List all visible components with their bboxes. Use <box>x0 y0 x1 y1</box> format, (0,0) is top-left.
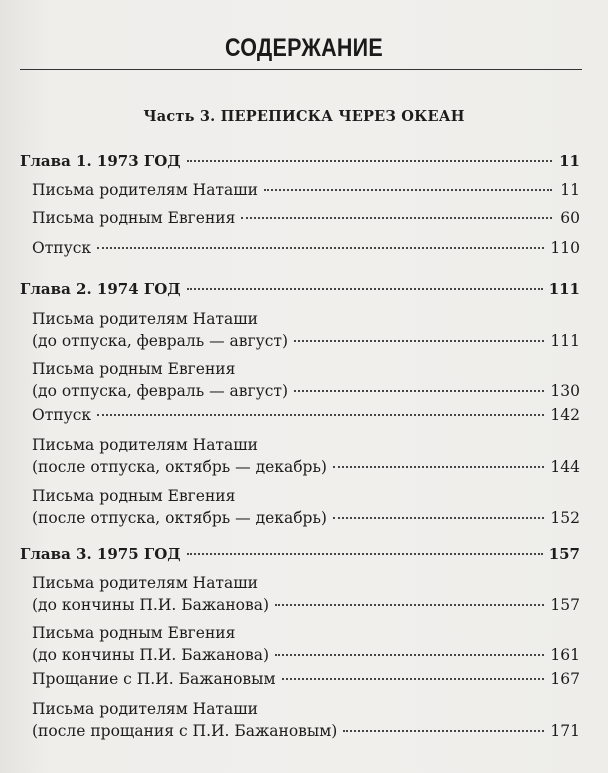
toc-entry <box>32 179 580 201</box>
dot-leader <box>275 604 544 606</box>
dot-leader <box>343 730 544 732</box>
toc-entry-subtitle: (до кончины П.И. Бажанова) <box>32 646 269 664</box>
toc-entry-row <box>32 380 580 402</box>
toc-entry <box>32 358 580 402</box>
toc-entry-row <box>32 237 580 259</box>
toc-entry-title: Отпуск <box>32 239 92 257</box>
part-title: Часть 3. ПЕРЕПИСКА ЧЕРЕЗ ОКЕАН <box>143 108 465 125</box>
page-number: 111 <box>548 280 580 298</box>
toc-entry-row <box>32 644 580 666</box>
toc-entry-row <box>20 278 580 300</box>
toc-entry-title: Глава 3. 1975 ГОД <box>20 545 181 563</box>
toc-chapter-entry <box>20 543 580 565</box>
page-number: 161 <box>550 646 580 664</box>
page-number: 157 <box>548 545 580 563</box>
page-number: 11 <box>559 152 580 170</box>
page-number: 60 <box>560 209 580 227</box>
toc-entry-title: Письма родителям Наташи <box>32 181 258 199</box>
page-number: 110 <box>550 239 580 257</box>
toc-entry-title: Письма родным Евгения <box>32 487 236 505</box>
dot-leader <box>187 288 543 290</box>
toc-entry <box>32 698 580 742</box>
toc-entry-row <box>32 330 580 352</box>
toc-entry-row <box>32 456 580 478</box>
dot-leader <box>294 390 544 392</box>
dot-leader <box>264 189 552 191</box>
toc-entry <box>32 404 580 426</box>
toc-entry-row <box>20 150 580 172</box>
toc-entry-row <box>32 404 580 426</box>
dot-leader <box>97 414 544 416</box>
page-title: СОДЕРЖАНИЕ <box>224 34 383 62</box>
dot-leader <box>187 160 552 162</box>
toc-entry-title: Глава 1. 1973 ГОД <box>20 152 181 170</box>
page-number: 171 <box>550 722 580 740</box>
toc-entry-subtitle: (до отпуска, февраль — август) <box>32 382 289 400</box>
toc-entry-row <box>32 720 580 742</box>
toc-entry-subtitle: (до отпуска, февраль — август) <box>32 332 289 350</box>
toc-entry-row <box>32 507 580 529</box>
toc-entry-subtitle: (до кончины П.И. Бажанова) <box>32 596 269 614</box>
title-underline <box>20 69 582 70</box>
dot-leader <box>241 217 552 219</box>
page-number: 157 <box>550 596 580 614</box>
page-number: 144 <box>550 458 580 476</box>
page-number: 111 <box>550 332 580 350</box>
dot-leader <box>275 654 544 656</box>
toc-entry-title: Прощание с П.И. Бажановым <box>32 670 276 688</box>
toc-entry-title: Письма родителям Наташи <box>32 700 258 718</box>
dot-leader <box>333 466 544 468</box>
toc-entry-subtitle: (после отпуска, октябрь — декабрь) <box>32 458 327 476</box>
toc-entry-title: Письма родителям Наташи <box>32 574 258 592</box>
toc-entry-title: Отпуск <box>32 406 92 424</box>
page-number: 152 <box>550 509 580 527</box>
toc-entry-subtitle: (после прощания с П.И. Бажановым) <box>32 722 338 740</box>
toc-entry <box>32 572 580 616</box>
toc-entry-row <box>32 668 580 690</box>
toc-entry-title: Письма родным Евгения <box>32 360 236 378</box>
toc-entry <box>32 207 580 229</box>
toc-entry <box>32 237 580 259</box>
dot-leader <box>187 553 543 555</box>
toc-entry-row <box>32 179 580 201</box>
toc-entry-title: Письма родителям Наташи <box>32 310 258 328</box>
toc-entry <box>32 485 580 529</box>
toc-entry-row <box>20 543 580 565</box>
toc-entry-title: Глава 2. 1974 ГОД <box>20 280 181 298</box>
dot-leader <box>333 517 544 519</box>
toc-entry-title: Письма родным Евгения <box>32 209 236 227</box>
toc-entry <box>32 308 580 352</box>
dot-leader <box>97 247 544 249</box>
page-number: 130 <box>550 382 580 400</box>
page-number: 167 <box>550 670 580 688</box>
toc-entry-title: Письма родным Евгения <box>32 624 236 642</box>
toc-chapter-entry <box>20 150 580 172</box>
toc-entry <box>32 434 580 478</box>
toc-entry-title: Письма родителям Наташи <box>32 436 258 454</box>
toc-chapter-entry <box>20 278 580 300</box>
toc-entry-row <box>32 207 580 229</box>
toc-entry-subtitle: (после отпуска, октябрь — декабрь) <box>32 509 327 527</box>
dot-leader <box>294 340 544 342</box>
toc-entry <box>32 622 580 666</box>
toc-entry-row <box>32 594 580 616</box>
page-number: 11 <box>560 181 580 199</box>
page-number: 142 <box>550 406 580 424</box>
toc-entry <box>32 668 580 690</box>
dot-leader <box>282 678 545 680</box>
